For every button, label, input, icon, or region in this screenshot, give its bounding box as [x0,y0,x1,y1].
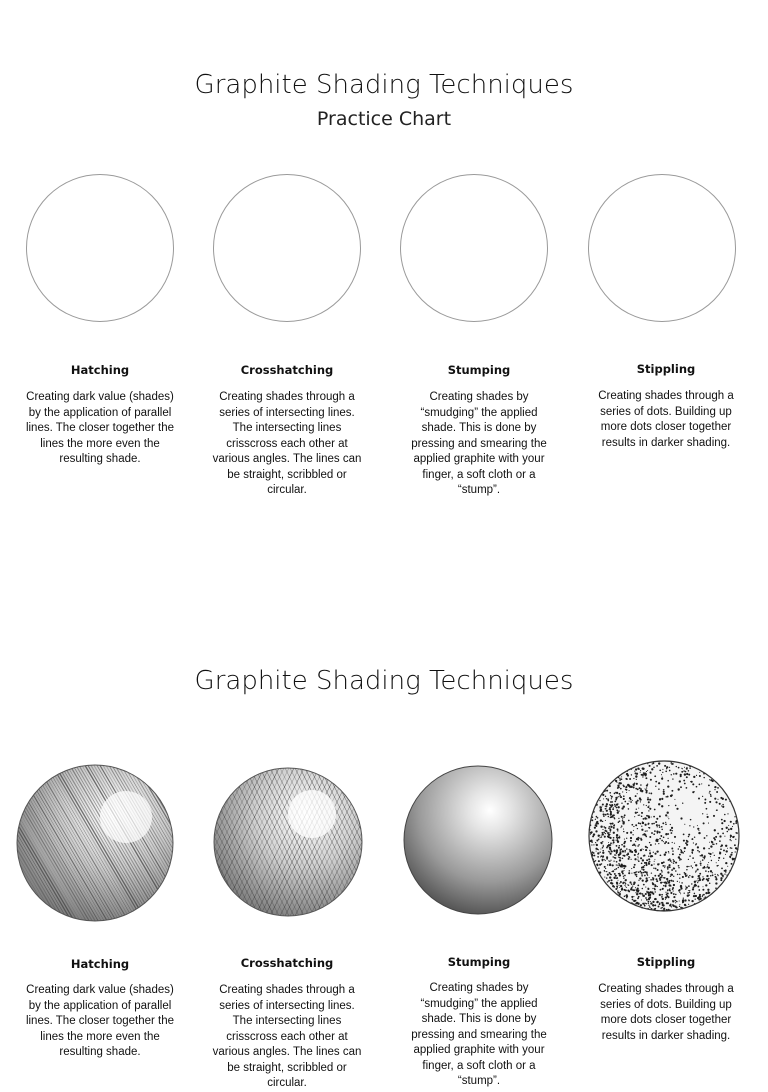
hatching-practice-circle[interactable] [26,174,174,322]
crosshatching-example-description: Creating shades through a series of intersecting lines. The intersecting lines crisscross each other at various angles. The lines can be straight, scribbled or circular. [212,984,362,1089]
crosshatching-example-sphere [212,762,364,922]
stippling-example-label: Stippling [636,955,696,969]
hatching-example-label: Hatching [70,957,130,971]
stumping-example-description: Creating shades by “smudging” the applied shade. This is done by pressing and smearing the applied graphite with your finger, a soft cloth or a “stump”. [411,982,547,1087]
hatching-label: Hatching [70,363,130,377]
crosshatching-practice-circle[interactable] [213,174,361,322]
stumping-example-label: Stumping [447,955,511,969]
hatching-description: Creating dark value (shades) by the application of parallel lines. The closer together the lines the more even the resulting shade. [25,391,175,465]
stumping-practice-circle[interactable] [400,174,548,322]
stumping-description: Creating shades by “smudging” the applied shade. This is done by pressing and smearing the applied graphite with your finger, a soft cloth or a “stump”. [411,391,547,496]
crosshatching-example-label: Crosshatching [240,956,334,970]
stippling-example-description: Creating shades through a series of dots. Building up more dots closer together results in darker shading. [598,983,734,1042]
hatching-example-description: Creating dark value (shades) by the application of parallel lines. The closer together the lines the more even the resulting shade. [25,984,175,1058]
stippling-example-sphere [586,758,742,914]
crosshatching-label: Crosshatching [240,363,334,377]
practice-title: Graphite Shading Techniques [194,70,574,100]
hatching-example-sphere [14,762,176,924]
stumping-example-sphere [402,760,554,920]
stumping-label: Stumping [447,363,511,377]
example-title: Graphite Shading Techniques [194,666,574,696]
stippling-description: Creating shades through a series of dots. Building up more dots closer together results in darker shading. [598,390,734,449]
stippling-practice-circle[interactable] [588,174,736,322]
stippling-label: Stippling [636,362,696,376]
crosshatching-description: Creating shades through a series of intersecting lines. The intersecting lines crisscross each other at various angles. The lines can be straight, scribbled or circular. [212,391,362,496]
practice-subtitle: Practice Chart [316,108,452,130]
